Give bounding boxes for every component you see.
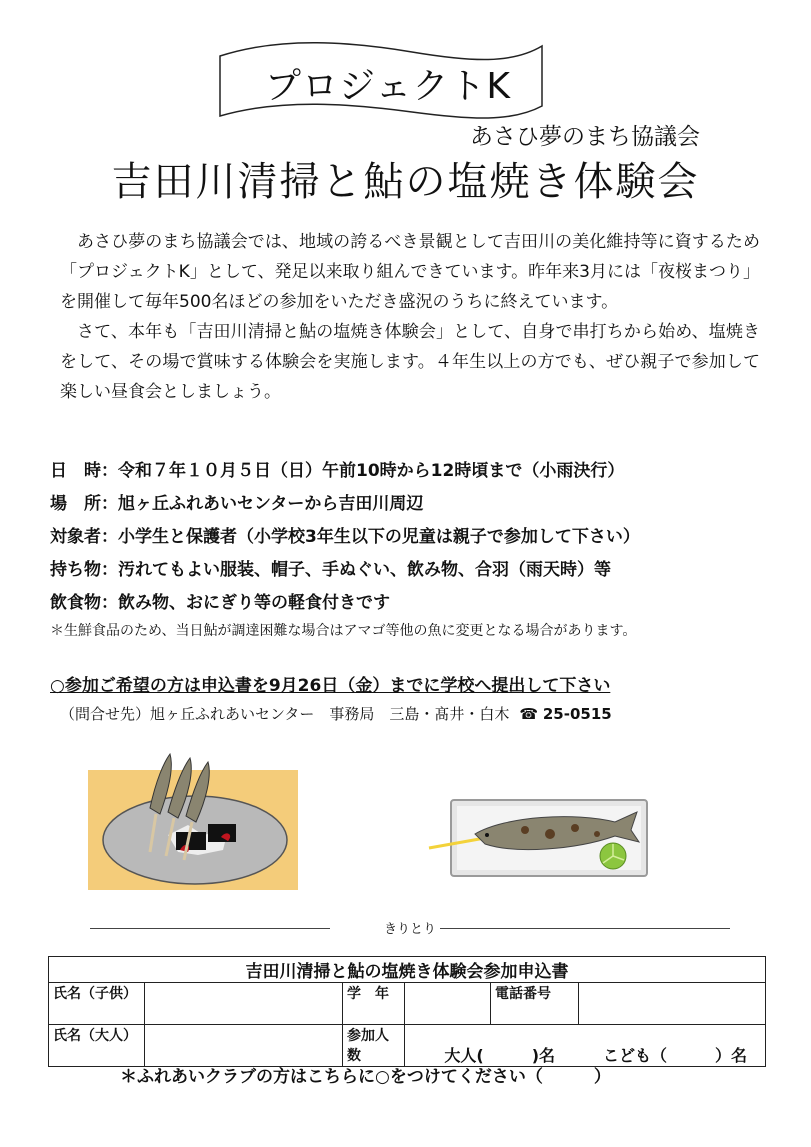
- event-details: [50, 455, 770, 642]
- participants-label: 参加人数: [343, 1025, 405, 1067]
- fish-note: ＊生鮮食品のため、当日鮎が調達困難な場合はアマゴ等他の魚に変更となる場合があります。: [50, 623, 637, 639]
- contact-info: （問合せ先）旭ヶ丘ふれあいセンター 事務局 三島・髙井・白木 ☎ 25-0515: [60, 705, 612, 723]
- intro-paragraph: さて、本年も「吉田川清掃と鮎の塩焼き体験会」として、自身で串打ちから始め、塩焼きをして、その場で賞味する体験会を実施します。４年生以上の方でも、ぜひ親子で参加して楽しい昼食会としましょう。: [60, 322, 760, 402]
- child-name-label: 氏名（子供）: [49, 983, 145, 1025]
- cut-label: きりとり: [383, 922, 436, 937]
- intro-text: [60, 227, 760, 407]
- detail-place: 場 所：旭ヶ丘ふれあいセンターから吉田川周辺: [50, 494, 424, 514]
- detail-belongings: 持ち物：汚れてもよい服装、帽子、手ぬぐい、飲み物、合羽（雨天時）等: [50, 560, 611, 580]
- form-title: 吉田川清掃と鮎の塩焼き体験会参加申込書: [49, 957, 766, 983]
- intro-paragraph: あさひ夢のまち協議会では、地域の誇るべき景観として吉田川の美化維持等に資するため「プロジェクトK」として、発足以来取り組んできています。昨年来3月には「夜桜まつり」を開催して毎年500名ほどの参加をいただき盛況のうちに終えています。: [60, 232, 760, 312]
- phone-number: 25-0515: [542, 705, 612, 723]
- detail-food: 飲食物：飲み物、おにぎり等の軽食付きです: [50, 593, 390, 613]
- phone-label: 電話番号: [491, 983, 579, 1025]
- adult-name-label: 氏名（大人）: [49, 1025, 145, 1067]
- page-title: 吉田川清掃と鮎の塩焼き体験会: [111, 159, 700, 205]
- club-note: ＊ふれあいクラブの方はこちらに○をつけてください（ ）: [120, 1067, 611, 1087]
- grilled-fish-illustration: [88, 740, 300, 892]
- banner-label: プロジェクトK: [265, 66, 511, 107]
- adult-name-field[interactable]: [145, 1025, 343, 1067]
- cut-line: [90, 918, 730, 940]
- deadline-notice: ○参加ご希望の方は申込書を9月26日（金）までに学校へ提出して下さい: [50, 676, 611, 696]
- detail-target: 対象者：小学生と保護者（小学校3年生以下の児童は親子で参加して下さい）: [50, 527, 640, 547]
- grade-field[interactable]: [405, 983, 491, 1025]
- application-form: [48, 956, 766, 1067]
- organizer: あさひ夢のまち協議会: [470, 124, 700, 150]
- detail-datetime: 日 時：令和７年１０月５日（日）午前10時から12時頃まで（小雨決行）: [50, 461, 625, 481]
- phone-field[interactable]: [579, 983, 766, 1025]
- phone-icon: ☎: [519, 705, 539, 723]
- child-name-field[interactable]: [145, 983, 343, 1025]
- grade-label: 学 年: [343, 983, 405, 1025]
- participant-count-field[interactable]: 大人( )名 こども（ ）名: [405, 1025, 766, 1067]
- fish-plate-illustration: [425, 790, 655, 890]
